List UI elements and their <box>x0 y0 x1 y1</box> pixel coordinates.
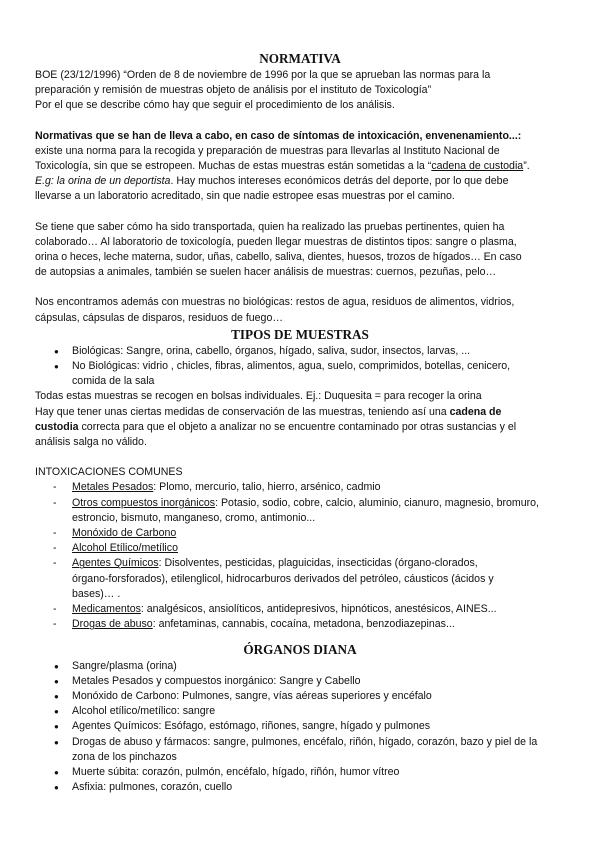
text-span: Drogas de abuso y fármacos: sangre, pulmones, encéfalo, riñón, hígado, corazón, bazo y piel de la <box>72 735 538 748</box>
normativa-paragraph-2 <box>35 220 565 281</box>
item-label: Agentes Químicos <box>72 557 159 570</box>
text-line: colaborado… Al laboratorio de toxicología, pueden llegar muestras de distintos tipos: sangre o plasma, <box>35 235 517 248</box>
text-line: BOE (23/12/1996) “Orden de 8 de noviembre de 1996 por la que se aprueban las normas para la <box>35 69 491 81</box>
bold-term: custodia <box>35 420 79 433</box>
bold-term: cadena de <box>449 405 502 418</box>
normativa-paragraph-1 <box>35 129 565 205</box>
text-span: zona de los pinchazos <box>72 750 177 763</box>
list-item <box>72 480 565 495</box>
text-span: ”. <box>523 160 530 173</box>
text-span: Toxicología, sin que se estropeen. Muchas de estas muestras están sometidas a la “ <box>35 160 432 173</box>
text-line: cápsulas, cápsulas de disparos, residuos de fuego… <box>35 311 283 324</box>
organos-list <box>35 659 565 796</box>
text-span: : anfetaminas, cannabis, cocaína, metadona, benzodiazepinas... <box>152 618 455 631</box>
text-span: : Potasio, sodio, cobre, calcio, aluminio, cianuro, magnesio, bromuro, <box>215 496 539 509</box>
text-line <box>35 159 565 174</box>
item-label: Drogas de abuso <box>72 618 153 631</box>
list-item: ● Muerte súbita: corazón, pulmón, encéfalo, hígado, riñón, humor vítreo <box>72 765 565 780</box>
text-line: Nos encontramos además con muestras no biológicas: restos de agua, residuos de alimentos, vidrios, <box>35 296 515 309</box>
list-item <box>72 359 565 389</box>
cadena-de-custodia-link[interactable]: cadena de custodia <box>431 160 524 173</box>
bold-heading: Normativas que se han de lleva a cabo, en caso de síntomas de intoxicación, envenenamiento...: <box>35 129 522 142</box>
section-title-normativa: NORMATIVA <box>259 51 341 66</box>
list-item <box>72 735 565 765</box>
list-item: ● Monóxido de Carbono: Pulmones, sangre, vías aéreas superiores y encéfalo <box>72 689 565 704</box>
text-line: Todas estas muestras se recogen en bolsas individuales. Ej.: Duquesita = para recoger la orina <box>35 390 482 403</box>
tipos-paragraph <box>35 389 565 450</box>
text-span: : Plomo, mercurio, talio, hierro, arsénico, cadmio <box>153 481 381 494</box>
italic-example: E.g: la orina de un deportista <box>35 175 171 188</box>
normativa-paragraph-3 <box>35 295 565 325</box>
list-item <box>72 602 565 617</box>
text-span: bases)… . <box>72 587 121 600</box>
section-title-organos: ÓRGANOS DIANA <box>243 641 357 657</box>
tipos-list <box>35 344 565 390</box>
item-label: Alcohol Etílico/metílico <box>72 542 178 555</box>
list-item <box>72 617 565 632</box>
text-span: No Biológicas: vidrio , chicles, fibras, alimentos, agua, suelo, comprimidos, botellas, cenicero, <box>72 360 511 373</box>
list-item: ● Biológicas: Sangre, orina, cabello, órganos, hígado, saliva, sudor, insectos, larvas, ... <box>72 344 565 359</box>
normativa-intro <box>35 68 565 114</box>
text-span: . Hay muchos intereses económicos detrás del deporte, por lo que debe <box>170 175 509 188</box>
list-item <box>72 541 565 556</box>
document-page <box>35 50 565 795</box>
text-line <box>35 420 565 435</box>
text-span: : analgésicos, ansiolíticos, antidepresivos, hipnóticos, anestésicos, AINES... <box>140 603 497 616</box>
text-line: análisis salga no válido. <box>35 436 147 449</box>
list-item <box>72 496 565 526</box>
text-line: orina o heces, leche materna, sudor, uñas, cabello, saliva, dientes, huesos, trozos de hígados… En caso <box>35 251 522 264</box>
item-label: Medicamentos <box>72 603 141 616</box>
list-item: ● Sangre/plasma (orina) <box>72 659 565 674</box>
text-span: : Disolventes, pesticidas, plaguicidas, insecticidas (órgano-clorados, <box>158 557 478 570</box>
text-span: comida de la sala <box>72 375 155 388</box>
section-title-tipos: TIPOS DE MUESTRAS <box>231 326 369 342</box>
text-line: de autopsias a animales, también se suelen hacer análisis de muestras: cuernos, pezuñas, pelo… <box>35 266 497 279</box>
text-line <box>35 405 565 420</box>
text-span: estroncio, bismuto, manganeso, cromo, antimonio... <box>72 511 316 524</box>
section-title-intoxicaciones: INTOXICACIONES COMUNES <box>35 466 183 479</box>
text-span: órgano-forsforados), etilenglicol, hidrocarburos derivados del petróleo, cáusticos (ácidos y <box>72 572 494 585</box>
list-item <box>72 526 565 541</box>
text-line: llevarse a un laboratorio acreditado, sin que nadie estropee esas muestras por el camino. <box>35 190 455 203</box>
text-line: Por el que se describe cómo hay que seguir el procedimiento de los análisis. <box>35 99 395 112</box>
list-item: ● Alcohol etílico/metílico: sangre <box>72 704 565 719</box>
text-line: existe una norma para la recogida y preparación de muestras para llevarlas al Instituto Nacional de <box>35 144 500 157</box>
text-line: Se tiene que saber cómo ha sido transportada, quien ha realizado las pruebas pertinentes, quien ha <box>35 220 505 233</box>
list-item: ● Asfixia: pulmones, corazón, cuello <box>72 780 565 795</box>
item-label: Monóxido de Carbono <box>72 527 177 540</box>
text-line <box>35 174 565 189</box>
text-line: preparación y remisión de muestras objeto de análisis por el instituto de Toxicología” <box>35 84 432 97</box>
list-item: ● Metales Pesados y compuestos inorgánico: Sangre y Cabello <box>72 674 565 689</box>
list-item: ● Agentes Químicos: Esófago, estómago, riñones, sangre, hígado y pulmones <box>72 719 565 734</box>
list-item <box>72 556 565 602</box>
item-label: Metales Pesados <box>72 481 154 494</box>
item-label: Otros compuestos inorgánicos <box>72 496 216 509</box>
text-span: correcta para que el objeto a analizar no se encuentre contaminado por otras sustancias y el <box>78 420 517 433</box>
text-span: Hay que tener unas ciertas medidas de conservación de las muestras, teniendo así una <box>35 405 450 418</box>
intox-list <box>35 480 565 632</box>
